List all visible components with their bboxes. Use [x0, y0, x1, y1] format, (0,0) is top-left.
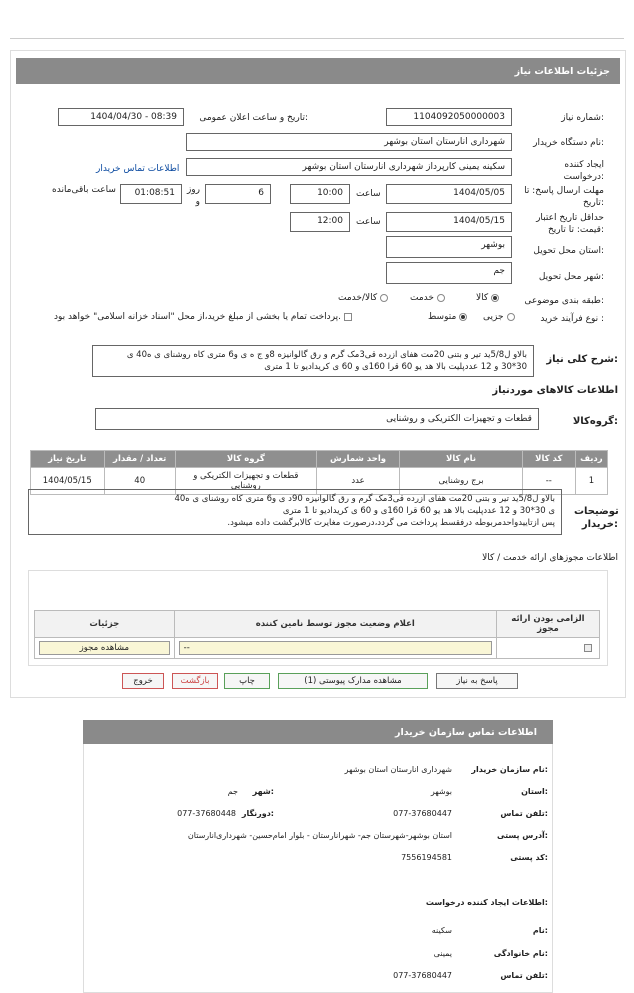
province-value-2: بوشهر — [430, 787, 452, 796]
category-label: طبقه بندی موضوعی: — [524, 296, 604, 306]
min-valid-time-label: ساعت — [356, 217, 381, 227]
buyer-desc-box — [28, 489, 562, 535]
reply-button[interactable]: پاسخ به نیاز — [436, 673, 518, 689]
radio-icon — [459, 313, 467, 321]
permit-status-field[interactable]: -- — [179, 641, 492, 655]
summary-label: شرح کلی نیاز: — [546, 354, 618, 365]
buyer-org-label: نام دستگاه خریدار: — [533, 138, 604, 148]
last-name-label: نام خانوادگی: — [493, 949, 548, 958]
process-label: نوع فرآیند خرید : — [540, 314, 604, 324]
print-button[interactable]: چاپ — [224, 673, 270, 689]
summary-text: بالاو ل5/8ید تیر و بتنی 20مت هفای ازرده قی3مک گرم و رق گالوانیزه 8و ج ه ی و6 متری کاه روشنای ی ه40 ی 30*30 و 12 عددپلیت بالا هد یو 60 قرا 160ی و 60 ی کریدادیو تا 1 متری — [92, 345, 534, 377]
phone-label: تلفن تماس: — [500, 809, 548, 818]
table-cell: برج روشنایی — [400, 468, 522, 495]
deadline-time-field: 10:00 — [290, 184, 350, 204]
org-name-value: شهرداری انارستان استان بوشهر — [344, 765, 452, 774]
buyer-contact-link[interactable]: اطلاعات تماس خریدار — [96, 164, 180, 174]
need-number-label: شماره نیاز: — [561, 113, 604, 123]
address-label: آدرس پستی: — [497, 831, 548, 840]
col-header: نام کالا — [400, 451, 522, 468]
radio-icon — [437, 294, 445, 302]
creator-field: سکینه یمینی کارپرداز شهرداری انارستان استان بوشهر — [186, 158, 512, 176]
fax-value: 077-37680448 — [177, 809, 236, 818]
process-medium-option[interactable]: متوسط — [428, 312, 470, 322]
days-label: روز و — [186, 185, 200, 207]
province-label: استان محل تحویل: — [533, 246, 604, 256]
radio-icon — [380, 294, 388, 302]
creator-phone-label: تلفن تماس: — [500, 971, 548, 980]
table-cell: قطعات و تجهیزات الکتریکی و روشنایی — [175, 468, 316, 495]
col-header: اعلام وضعیت مجوز توسط نامین کننده — [174, 611, 496, 638]
table-cell: عدد — [316, 468, 400, 495]
contact-section-title: اطلاعات تماس سازمان خریدار — [83, 720, 553, 744]
table-cell — [35, 638, 175, 659]
group-field: قطعات و تجهیزات الکتریکی و روشنایی — [95, 408, 539, 430]
city-label: شهر محل تحویل: — [538, 272, 604, 282]
postal-value: 7556194581 — [401, 853, 452, 862]
province-label-2: استان: — [521, 787, 548, 796]
remaining-label: ساعت باقی‌مانده — [52, 185, 116, 195]
days-field: 6 — [205, 184, 271, 204]
table-cell — [174, 638, 496, 659]
checkbox-checked-icon — [584, 644, 592, 652]
remaining-time-field: 01:08:51 — [120, 184, 182, 204]
process-partial-option[interactable]: جزیی — [483, 312, 518, 322]
col-header: الزامی بودن ارائه مجوز — [496, 611, 599, 638]
view-permit-button[interactable]: مشاهده مجوز — [39, 641, 170, 655]
table-cell — [496, 638, 599, 659]
goods-info-title: اطلاعات کالاهای موردنیاز — [492, 385, 618, 396]
postal-label: کد پستی: — [510, 853, 548, 862]
min-valid-date-field: 1404/05/15 — [386, 212, 512, 232]
deadline-time-label: ساعت — [356, 189, 381, 199]
exit-button[interactable]: خروج — [122, 673, 164, 689]
creator-info-title: اطلاعات ایجاد کننده درخواست: — [425, 898, 548, 907]
deadline-label: مهلت ارسال پاسخ: تا تاریخ: — [524, 186, 604, 208]
announce-field: 1404/04/30 - 08:39 — [58, 108, 184, 126]
col-header: تعداد / مقدار — [104, 451, 175, 468]
group-label: گروه‌کالا: — [572, 416, 618, 427]
col-header: ردیف — [575, 451, 607, 468]
fax-label: دورنگار: — [241, 809, 274, 818]
announce-label: تاریخ و ساعت اعلان عمومی: — [199, 113, 308, 123]
permits-title: اطلاعات مجوزهای ارائه خدمت / کالا — [482, 553, 618, 563]
table-cell: 1 — [575, 468, 607, 495]
table-row — [35, 638, 600, 659]
city-field: جم — [386, 262, 512, 284]
buyer-org-field: شهرداری انارستان استان بوشهر — [186, 133, 512, 151]
first-name-value: سکینه — [431, 926, 452, 935]
min-valid-label: حداقل تاریخ اعتبار قیمت: تا تاریخ: — [536, 213, 604, 235]
creator-phone-value: 077-37680447 — [393, 971, 452, 980]
creator-label: ایجاد کننده درخواست: — [563, 160, 604, 182]
top-divider — [10, 38, 624, 39]
contact-section — [83, 720, 553, 993]
deadline-date-field: 1404/05/05 — [386, 184, 512, 204]
first-name-label: نام: — [532, 926, 548, 935]
need-number-field: 1104092050000003 — [386, 108, 512, 126]
payment-option[interactable]: پرداخت تمام یا بخشی از مبلغ خرید،از محل "اسناد خزانه اسلامی" خواهد بود. — [54, 312, 355, 322]
phone-value: 077-37680447 — [393, 809, 452, 818]
buyer-desc-line: بالاو ل5/8ید تیر و بتنی 20مت هفای ازرده قی3مک گرم و رق گالوانیزه 90د ی و6 متری کاه روشنای ی ه40 — [174, 494, 555, 504]
category-service-option[interactable]: خدمت — [410, 293, 448, 303]
category-goods-option[interactable]: کالا — [476, 293, 502, 303]
city-label-2: شهر: — [252, 787, 274, 796]
buyer-desc-line: پس ازتاییدواحدمربوطه درفقسط پرداخت می گردد،درصورت مغایرت کالابرگشت داده میشود. — [227, 518, 555, 528]
col-header: گروه کالا — [175, 451, 316, 468]
last-name-value: یمینی — [433, 949, 452, 958]
attachments-button[interactable]: مشاهده مدارک پیوستی (1) — [278, 673, 428, 689]
back-button[interactable]: بازگشت — [172, 673, 218, 689]
table-cell: 40 — [104, 468, 175, 495]
col-header: واحد شمارش — [316, 451, 400, 468]
permits-table — [34, 610, 600, 659]
radio-icon — [507, 313, 515, 321]
min-valid-time-field: 12:00 — [290, 212, 350, 232]
checkbox-icon — [344, 313, 352, 321]
city-value-2: جم — [227, 787, 238, 796]
buyer-desc-label: توضیحات خریدار: — [574, 506, 619, 530]
address-value: استان بوشهر-شهرستان جم- شهرانارستان - بلوار امام‌حسین- شهرداری‌انارستان — [187, 831, 452, 840]
col-header: کد کالا — [522, 451, 575, 468]
category-both-option[interactable]: کالا/خدمت — [338, 293, 391, 303]
col-header: تاریخ نیاز — [31, 451, 105, 468]
panel-title: جزئیات اطلاعات نیاز — [16, 58, 620, 84]
radio-icon — [491, 294, 499, 302]
table-cell: 1404/05/15 — [31, 468, 105, 495]
province-field: بوشهر — [386, 236, 512, 258]
buyer-desc-line: ی 30*30 و 12 عددپلیت بالا هد یو 60 قرا 160ی و 60 ی کریدادیو تا 1 متری — [282, 506, 555, 516]
org-name-label: نام سازمان خریدار: — [471, 765, 548, 774]
table-cell: -- — [522, 468, 575, 495]
col-header: جزئیات — [35, 611, 175, 638]
